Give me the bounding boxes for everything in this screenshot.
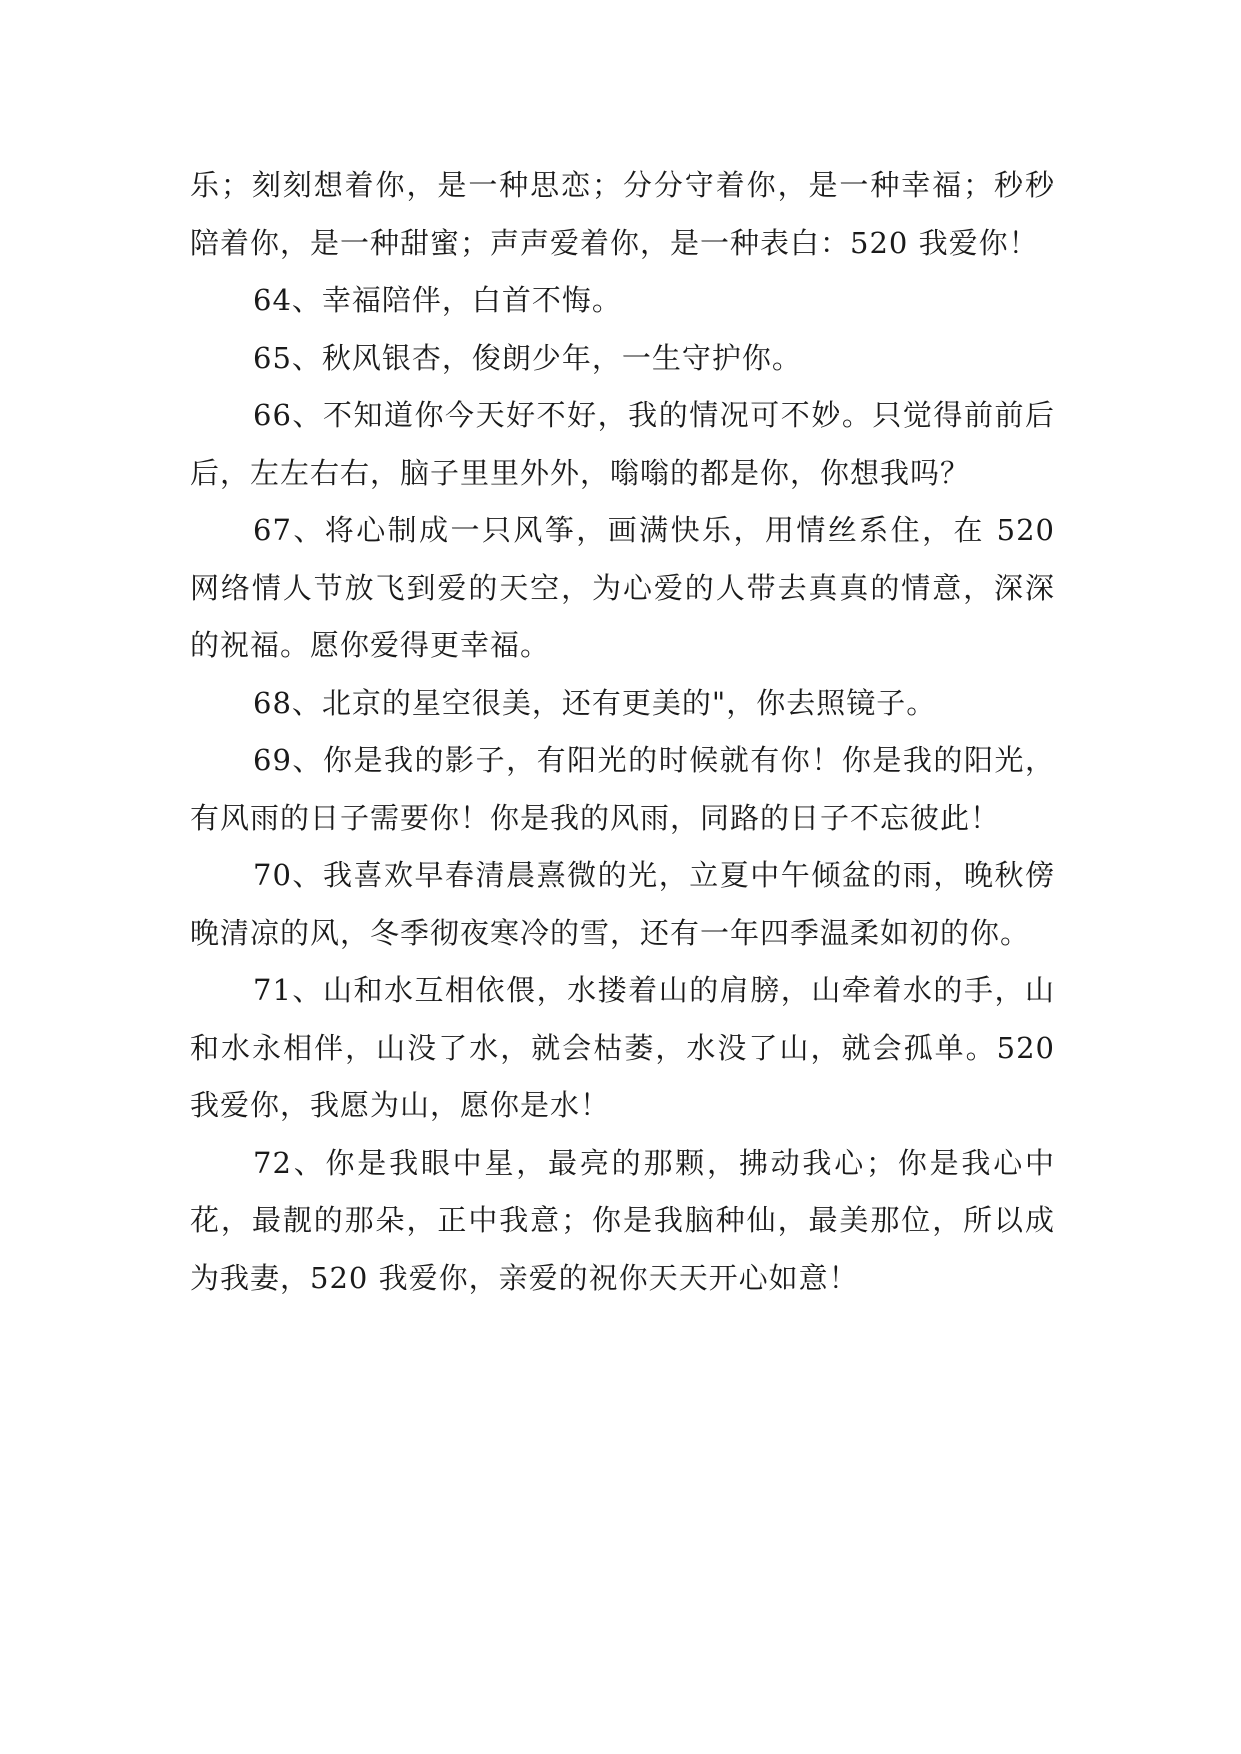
- document-body: [190, 157, 1055, 1307]
- paragraph-item-66: 66、不知道你今天好不好，我的情况可不妙。只觉得前前后后，左左右右，脑子里里外外，嗡嗡的都是你，你想我吗？: [190, 398, 1055, 490]
- paragraph-item-67: 67、将心制成一只风筝，画满快乐，用情丝系住，在 520 网络情人节放飞到爱的天空，为心爱的人带去真真的情意，深深的祝福。愿你爱得更幸福。: [190, 513, 1055, 662]
- paragraph-continuation: 乐；刻刻想着你，是一种思恋；分分守着你，是一种幸福；秒秒陪着你，是一种甜蜜；声声爱着你，是一种表白：520 我爱你！: [190, 168, 1055, 260]
- paragraph-item-65: 65、秋风银杏，俊朗少年，一生守护你。: [253, 340, 802, 375]
- paragraph-item-71: 71、山和水互相依偎，水搂着山的肩膀，山牵着水的手，山和水永相伴，山没了水，就会枯萎，水没了山，就会孤单。520 我爱你，我愿为山，愿你是水！: [190, 973, 1055, 1122]
- paragraph-item-70: 70、我喜欢早春清晨熹微的光，立夏中午倾盆的雨，晚秋傍晚清凉的风，冬季彻夜寒冷的雪，还有一年四季温柔如初的你。: [190, 858, 1055, 950]
- paragraph-item-64: 64、幸福陪伴，白首不悔。: [253, 283, 622, 317]
- paragraph-item-68: 68、北京的星空很美，还有更美的"，你去照镜子。: [253, 685, 937, 720]
- paragraph-item-69: 69、你是我的影子，有阳光的时候就有你！你是我的阳光，有风雨的日子需要你！你是我的风雨，同路的日子不忘彼此！: [190, 743, 1055, 835]
- paragraph-item-72: 72、你是我眼中星，最亮的那颗，拂动我心；你是我心中花，最靓的那朵，正中我意；你是我脑种仙，最美那位，所以成为我妻，520 我爱你，亲爱的祝你天天开心如意！: [190, 1145, 1055, 1295]
